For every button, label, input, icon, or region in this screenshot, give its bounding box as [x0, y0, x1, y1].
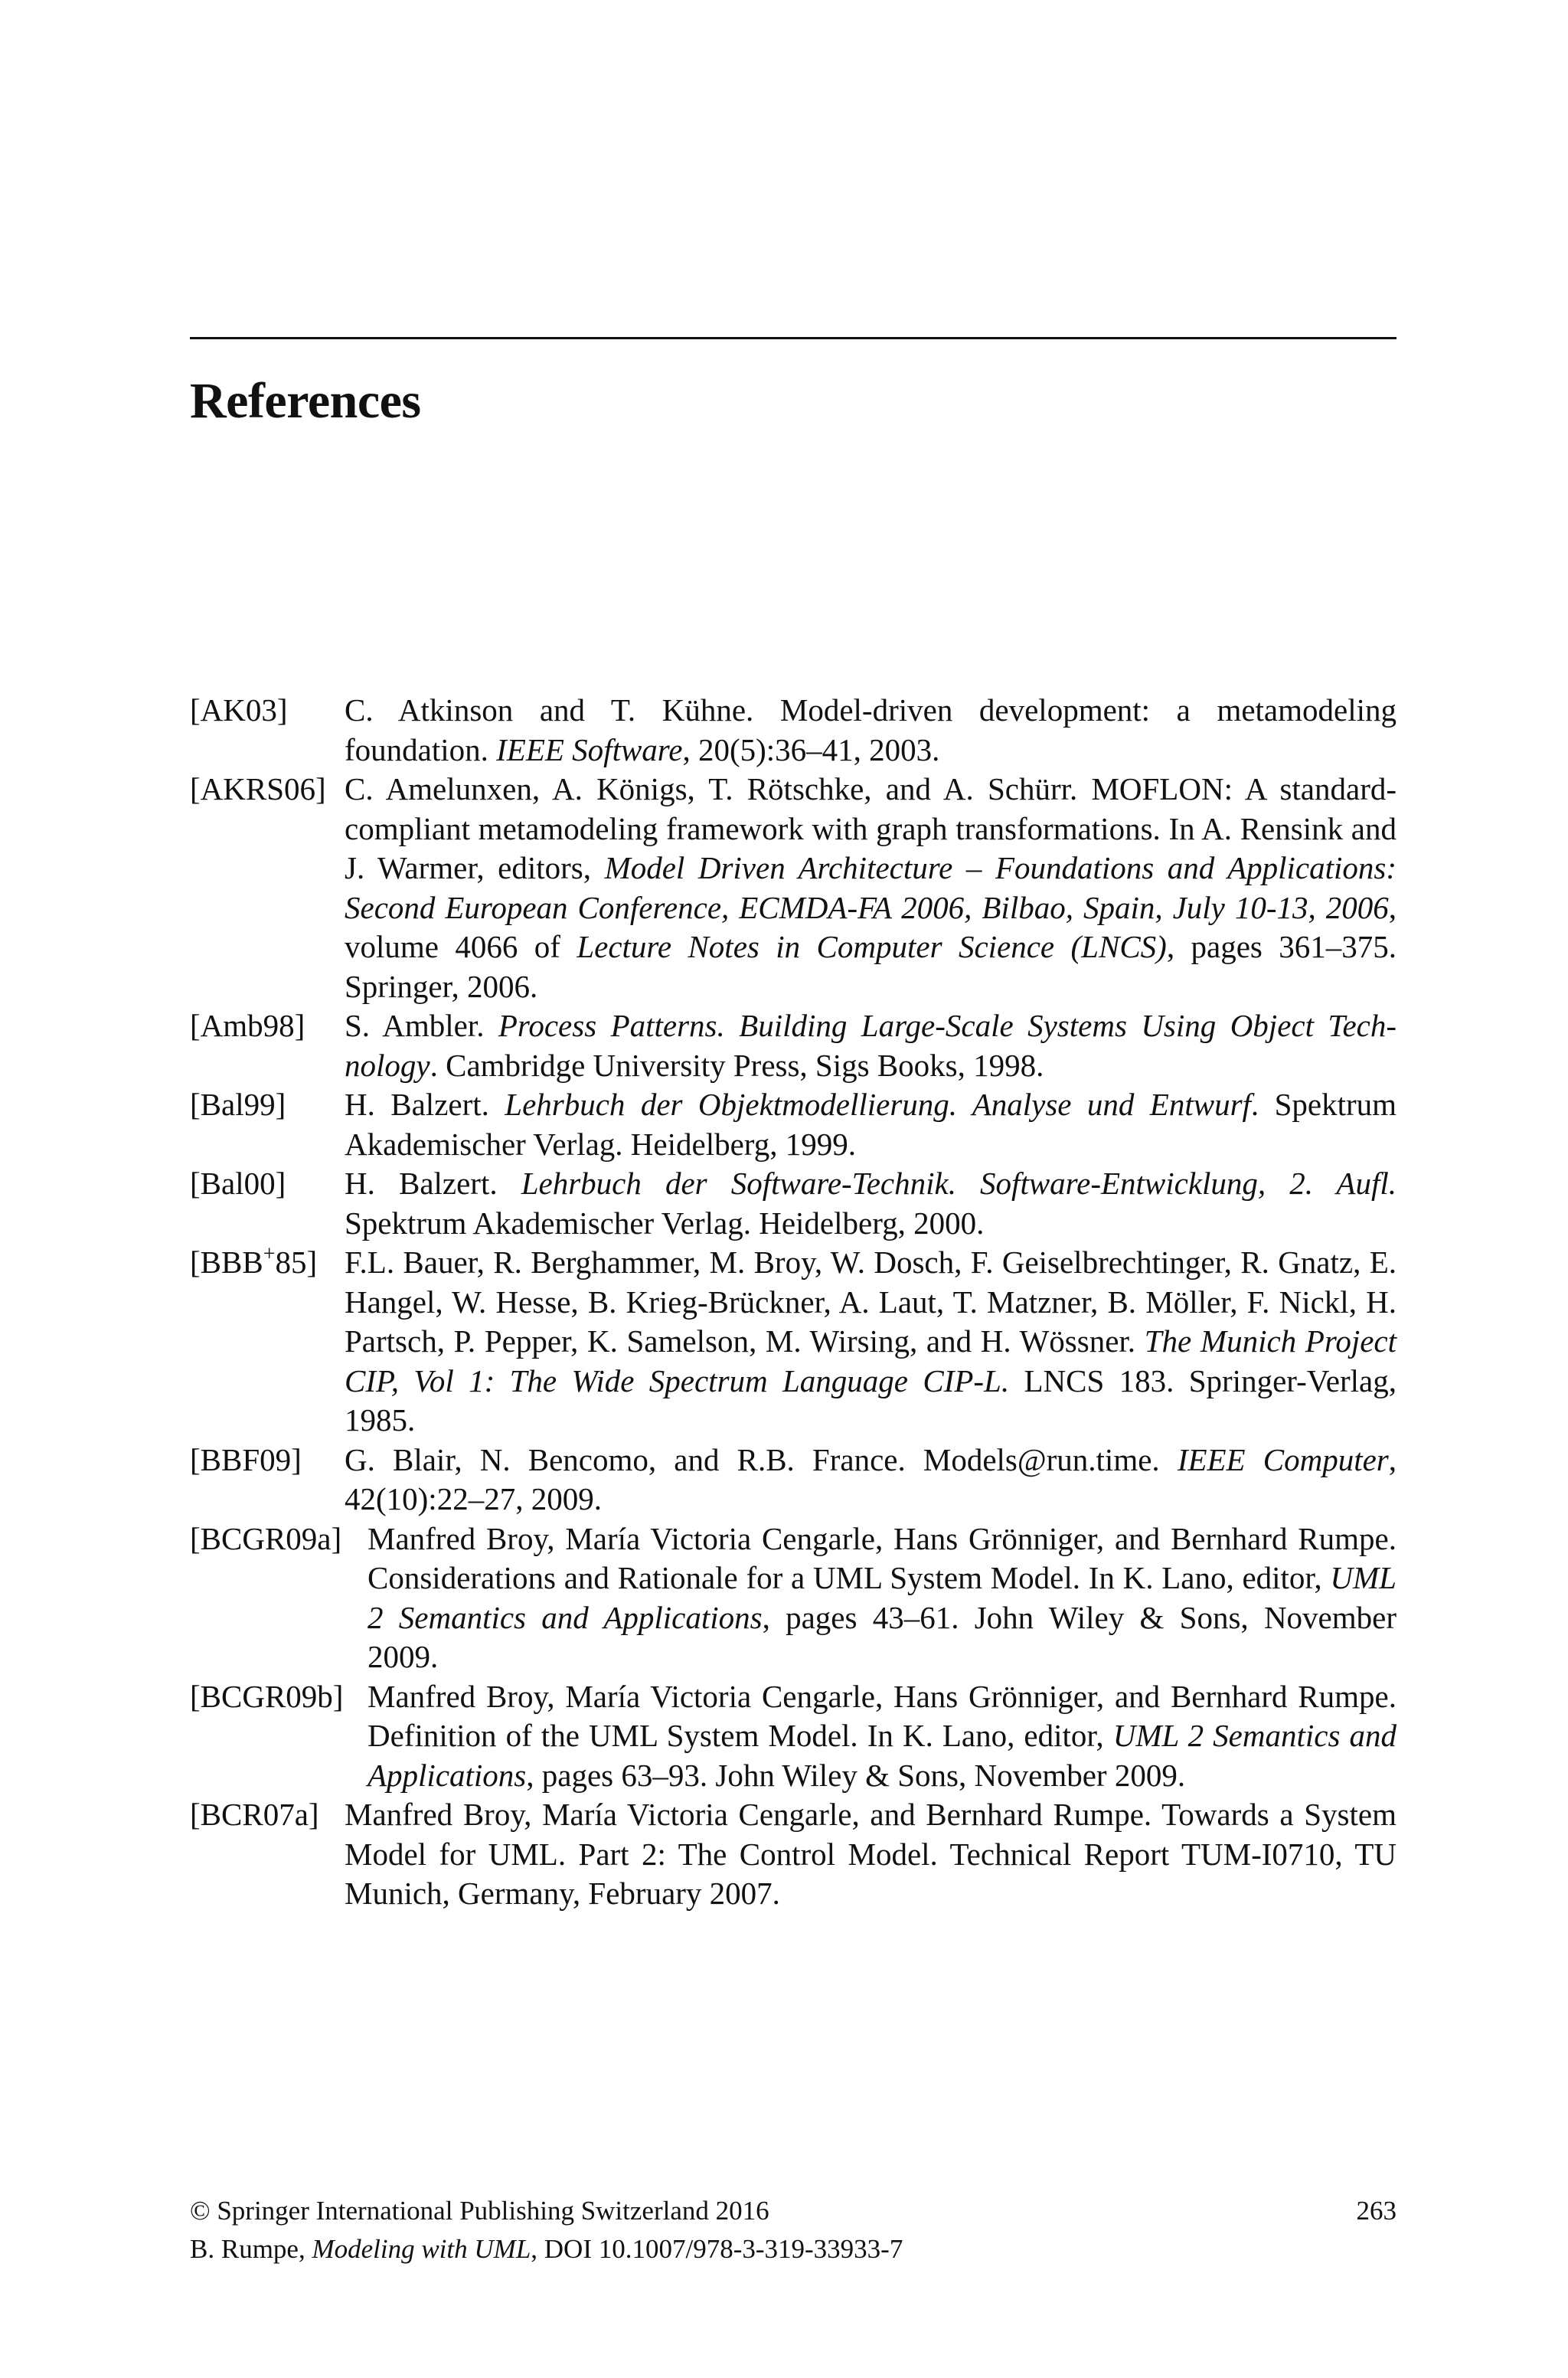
reference-text: H. Balzert. Lehrbuch der Objektmodellierung. Analyse und Entwurf. Spektrum Akademischer Verlag. Heidelberg, 1999.: [345, 1087, 1397, 1162]
page-title: References: [190, 373, 421, 429]
reference-key: [Bal00]: [190, 1166, 286, 1201]
footer-book-title: Modeling with UML: [312, 2234, 531, 2264]
reference-text: C. Amelunxen, A. Königs, T. Rötschke, and A. Schürr. MOFLON: A standard-compliant metamodeling framework with graph transformations. In A. Rensink and J. Warmer, editors, Model Driven Architecture – Foundations and Applications: Second European Conference, ECMDA-FA 2006, Bilbao, Spain, July 10-13, 2006, volume 4066 of Lecture Notes in Computer Science (LNCS), pages 361–375. Springer, 2006.: [345, 771, 1397, 1004]
reference-key: [BCGR09b]: [190, 1678, 344, 1714]
reference-text: C. Atkinson and T. Kühne. Model-driven development: a metamodeling foundation. IEEE Software, 20(5):36–41, 2003.: [345, 692, 1396, 767]
page-footer: [190, 2192, 1396, 2268]
reference-text: G. Blair, N. Bencomo, and R.B. France. Models@run.time. IEEE Computer, 42(10):22–27, 2009.: [345, 1441, 1396, 1516]
reference-key: [AK03]: [190, 692, 288, 728]
header-rule: [190, 337, 1396, 339]
reference-text: H. Balzert. Lehrbuch der Software-Technik. Software-Entwicklung, 2. Aufl. Spektrum Akademischer Verlag. Heidelberg, 2000.: [345, 1166, 1396, 1241]
reference-entry: [190, 1441, 1396, 1519]
reference-key: [Amb98]: [190, 1008, 305, 1043]
reference-key: [BCGR09a]: [190, 1520, 342, 1556]
reference-key: [BCR07a]: [190, 1797, 319, 1832]
reference-entry: [190, 770, 1396, 1006]
reference-entry: [190, 1085, 1396, 1164]
reference-entry: [190, 1795, 1396, 1914]
footer-doi: , DOI 10.1007/978-3-319-33933-7: [531, 2234, 903, 2264]
reference-entry: [190, 1164, 1396, 1243]
page-number: 263: [1356, 2196, 1396, 2226]
reference-key: [BBF09]: [190, 1441, 302, 1477]
reference-key: [AKRS06]: [190, 771, 326, 806]
reference-text: Manfred Broy, María Victoria Cengarle, Hans Grönniger, and Bernhard Rumpe. Definition of the UML System Model. In K. Lano, editor, UML 2 Semantics and Applications, pages 63–93. John Wiley & Sons, November 2009.: [368, 1678, 1396, 1793]
reference-text: S. Ambler. Process Patterns. Building Large-Scale Systems Using Object Technology. Cambridge University Press, Sigs Books, 1998.: [345, 1008, 1396, 1083]
reference-key: [Bal99]: [190, 1087, 286, 1122]
reference-key: [BBB+85]: [190, 1242, 318, 1280]
reference-entry: [190, 1006, 1396, 1085]
copyright-notice: © Springer International Publishing Switzerland 2016: [190, 2196, 769, 2226]
reference-text: Manfred Broy, María Victoria Cengarle, and Bernhard Rumpe. Towards a System Model for UML. Part 2: The Control Model. Technical Report TUM-I0710, TU Munich, Germany, February 2007.: [345, 1797, 1396, 1911]
reference-entry: [190, 1677, 1396, 1796]
reference-entry: [190, 691, 1396, 770]
reference-text: Manfred Broy, María Victoria Cengarle, Hans Grönniger, and Bernhard Rumpe. Considerations and Rationale for a UML System Model. In K. Lano, editor, UML 2 Semantics and Applications, pages 43–61. John Wiley & Sons, November 2009.: [368, 1520, 1396, 1674]
reference-entry: [190, 1519, 1396, 1677]
footer-author: B. Rumpe,: [190, 2234, 312, 2264]
reference-entry: [190, 1243, 1396, 1441]
reference-list: [190, 691, 1396, 1914]
reference-text: F.L. Bauer, R. Berghammer, M. Broy, W. Dosch, F. Geiselbrechtinger, R. Gnatz, E. Hangel, W. Hesse, B. Krieg-Brückner, A. Laut, T. Matzner, B. Möller, F. Nickl, H. Partsch, P. Pepper, K. Samelson, M. Wirsing, and H. Wössner. The Munich Project CIP, Vol 1: The Wide Spectrum Language CIP-L. LNCS 183. Springer-Verlag, 1985.: [345, 1245, 1397, 1438]
